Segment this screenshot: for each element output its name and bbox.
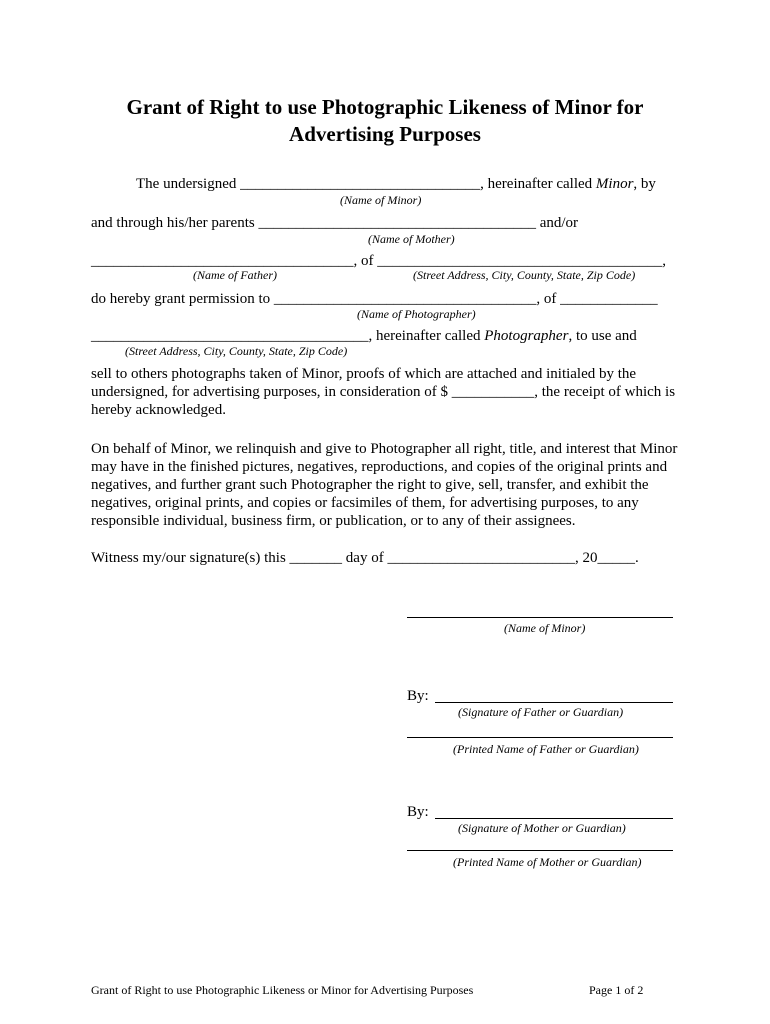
document-title <box>90 94 680 148</box>
caption-address-1: (Street Address, City, County, State, Zip Code) <box>413 268 636 282</box>
caption-name-father: (Name of Father) <box>193 268 277 282</box>
footer-page-number: Page 1 of 2 <box>589 983 644 997</box>
mother-by-label: By: <box>407 804 429 820</box>
title-line-2: Advertising Purposes <box>289 122 481 146</box>
caption-address-2: (Street Address, City, County, State, Zip Code) <box>125 344 348 358</box>
photographer-term: Photographer <box>484 328 569 344</box>
photographer-address-line: _____________________________________, hereinafter called Photographer, to use and <box>91 328 637 344</box>
caption-mother-printed-name: (Printed Name of Mother or Guardian) <box>453 855 642 869</box>
caption-father-printed-name: (Printed Name of Father or Guardian) <box>453 742 639 756</box>
father-address-line: ___________________________________, of ______________________________________, <box>91 253 666 269</box>
mother-printed-name-line <box>407 850 673 851</box>
parents-line: and through his/her parents _____________________________________ and/or <box>91 215 579 231</box>
caption-name-mother: (Name of Mother) <box>368 232 455 246</box>
minor-signature-line <box>407 617 673 618</box>
caption-name-photographer: (Name of Photographer) <box>357 307 476 321</box>
caption-minor-signature: (Name of Minor) <box>504 621 586 635</box>
title-line-1: Grant of Right to use Photographic Likeness of Minor for <box>126 95 644 119</box>
caption-father-signature: (Signature of Father or Guardian) <box>458 705 624 719</box>
caption-name-minor: (Name of Minor) <box>340 193 422 207</box>
caption-mother-signature: (Signature of Mother or Guardian) <box>458 821 626 835</box>
father-by-label: By: <box>407 688 429 704</box>
father-printed-name-line <box>407 737 673 738</box>
footer-title: Grant of Right to use Photographic Likeness or Minor for Advertising Purposes <box>91 983 474 997</box>
witness-line: Witness my/our signature(s) this _______ day of _________________________, 20_____. <box>91 550 639 566</box>
rights-paragraph: On behalf of Minor, we relinquish and give to Photographer all right, title, and interest that Minor may have in the finished pictures, negatives, reproductions, and copies of the original prints and negatives, and further grant such Photographer the right to give, sell, transfer, and exhibit the negatives, original prints, and copies or facsimiles of them, for advertising purposes, to any responsible individual, business firm, or publication, or to any of their assignees. <box>91 441 678 529</box>
consideration-paragraph: sell to others photographs taken of Minor, proofs of which are attached and initialed by the undersigned, for advertising purposes, in consideration of $ ___________, the receipt of which is hereby acknowledged. <box>91 366 676 418</box>
minor-line: The undersigned ________________________________, hereinafter called Minor, by <box>136 176 656 192</box>
father-signature-line <box>435 702 673 703</box>
photographer-line: do hereby grant permission to ___________________________________, of _____________ <box>91 291 658 307</box>
mother-signature-line <box>435 818 673 819</box>
minor-term: Minor <box>595 176 634 192</box>
